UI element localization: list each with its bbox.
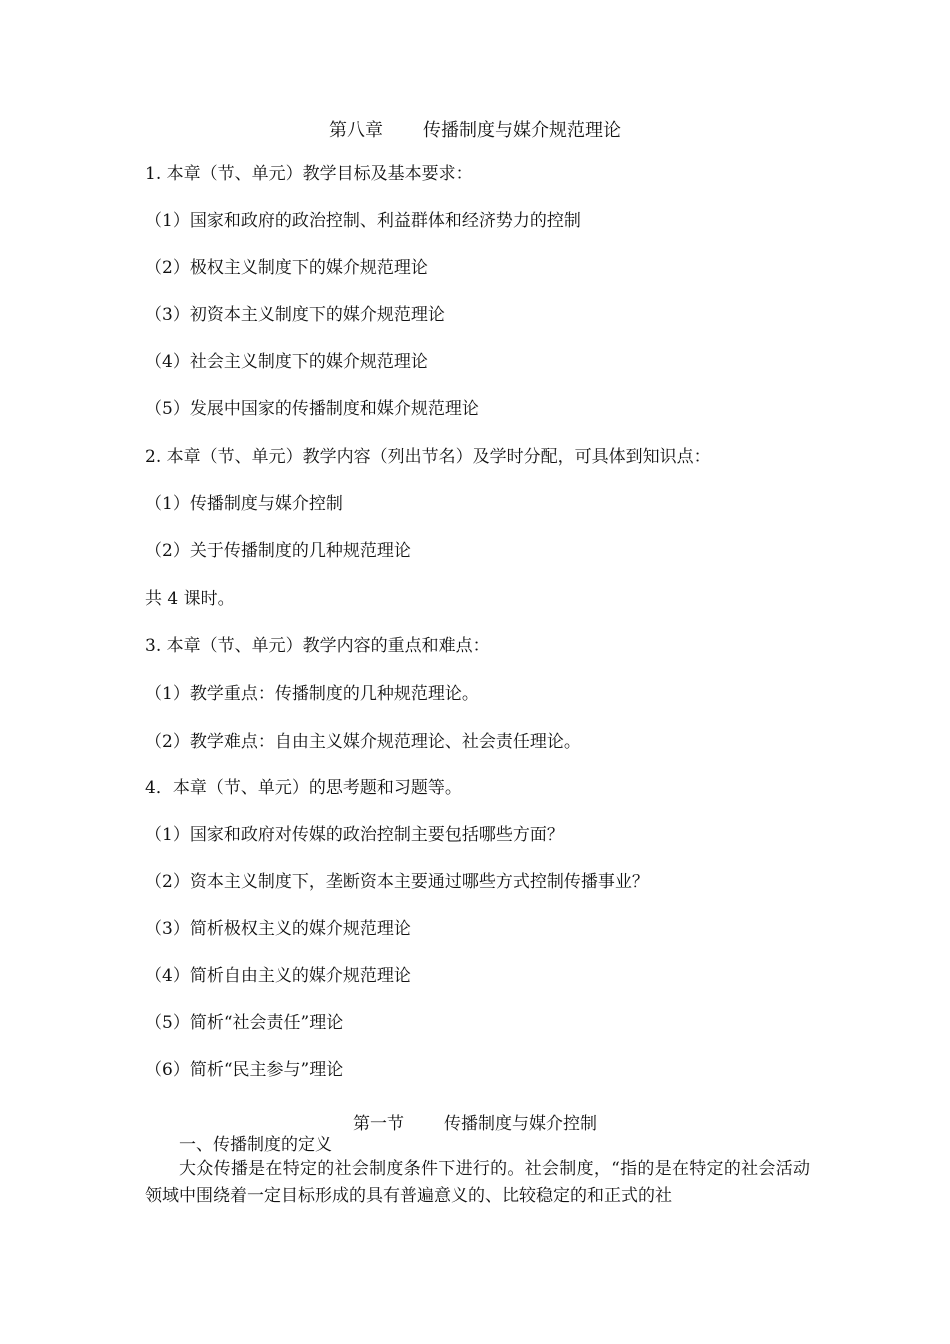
chapter-title — [0, 116, 950, 142]
body-paragraph: 大众传播是在特定的社会制度条件下进行的。社会制度，“指的是在特定的社会活动领域中围绕着一定目标形成的具有普遍意义的、比较稳定的和正式的社 — [145, 1159, 810, 1206]
heading-key-points: 3. 本章（节、单元）教学内容的重点和难点： — [145, 636, 490, 656]
chapter-number: 第八章 — [329, 120, 383, 141]
list-item: （3）简析极权主义的媒介规范理论 — [145, 919, 411, 939]
list-item: （2）关于传播制度的几种规范理论 — [145, 541, 411, 561]
chapter-name: 传播制度与媒介规范理论 — [423, 120, 621, 141]
list-item: （4）简析自由主义的媒介规范理论 — [145, 966, 411, 986]
list-item: （1）国家和政府的政治控制、利益群体和经济势力的控制 — [145, 211, 581, 231]
subheading: 一、传播制度的定义 — [179, 1135, 332, 1155]
class-hours: 共 4 课时。 — [145, 589, 235, 609]
list-item: （2）极权主义制度下的媒介规范理论 — [145, 258, 428, 278]
list-item: （1）教学重点：传播制度的几种规范理论。 — [145, 684, 479, 704]
list-item: （6）简析“民主参与”理论 — [145, 1060, 344, 1080]
list-item: （2）资本主义制度下，垄断资本主要通过哪些方式控制传播事业？ — [145, 872, 649, 892]
heading-content: 2. 本章（节、单元）教学内容（列出节名）及学时分配，可具体到知识点： — [145, 447, 711, 467]
section-name: 传播制度与媒介控制 — [444, 1114, 597, 1134]
list-item: （3）初资本主义制度下的媒介规范理论 — [145, 305, 445, 325]
heading-exercises: 4．本章（节、单元）的思考题和习题等。 — [145, 778, 462, 798]
section-title — [0, 1109, 950, 1134]
list-item: （2）教学难点：自由主义媒介规范理论、社会责任理论。 — [145, 732, 581, 752]
list-item: （5）发展中国家的传播制度和媒介规范理论 — [145, 399, 479, 419]
list-item: （5）简析“社会责任”理论 — [145, 1013, 344, 1033]
section-number: 第一节 — [353, 1114, 404, 1134]
list-item: （1）传播制度与媒介控制 — [145, 494, 343, 514]
list-item: （1）国家和政府对传媒的政治控制主要包括哪些方面？ — [145, 825, 564, 845]
heading-objectives: 1. 本章（节、单元）教学目标及基本要求： — [145, 164, 473, 184]
list-item: （4）社会主义制度下的媒介规范理论 — [145, 352, 428, 372]
